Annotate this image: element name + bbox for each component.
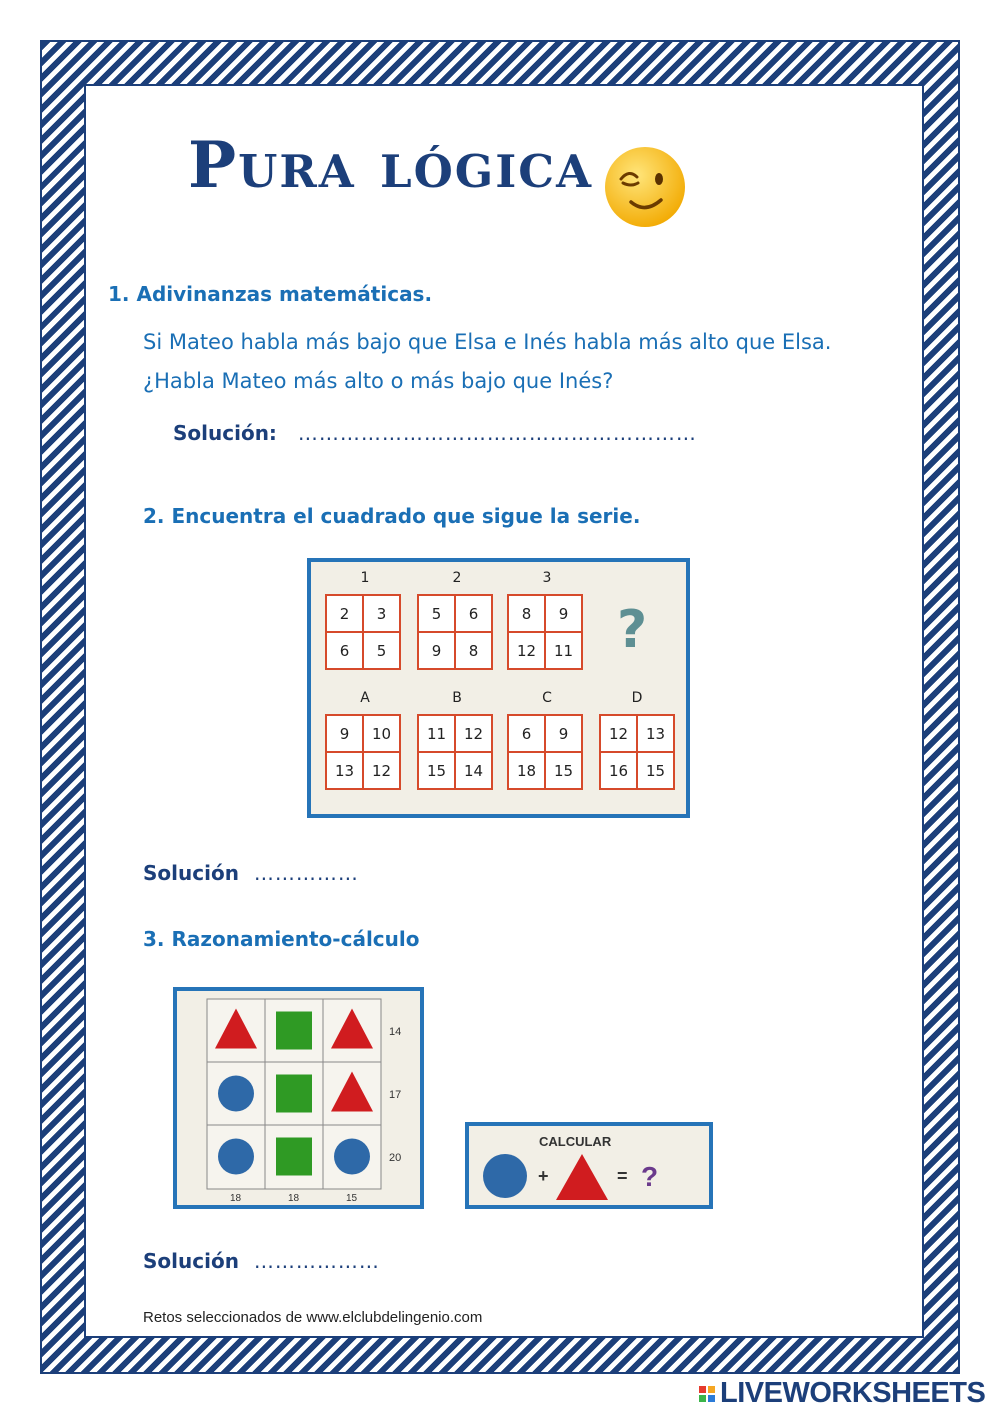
cell: 15: [545, 752, 582, 789]
calc-expression: [469, 1126, 709, 1205]
circle-shape: [334, 1139, 370, 1175]
q1-answer-blank[interactable]: …………………………………………………: [297, 421, 697, 445]
source-credit: Retos seleccionados de www.elclubdelingenio.com: [143, 1309, 483, 1326]
cell: 9: [545, 715, 582, 752]
calculate-panel: [465, 1122, 713, 1209]
page-title: Pura lógica: [188, 128, 594, 203]
series-question-mark: ?: [617, 600, 648, 660]
q1-solution-label: Solución:: [173, 421, 277, 445]
circle-shape: [218, 1139, 254, 1175]
cell: 12: [363, 752, 400, 789]
series-puzzle-panel: [307, 558, 690, 818]
cell: 13: [637, 715, 674, 752]
col-sum: 18: [230, 1193, 242, 1204]
series-square-1: [325, 594, 401, 670]
cell: 11: [418, 715, 455, 752]
circle-shape: [218, 1076, 254, 1112]
option-square-c: [507, 714, 583, 790]
q1-solution: [173, 421, 697, 445]
option-square-d: [599, 714, 675, 790]
option-square-b: [417, 714, 493, 790]
cell: 9: [418, 632, 455, 669]
q1-line-1: Si Mateo habla más bajo que Elsa e Inés habla más alto que Elsa.: [143, 330, 832, 354]
shape-grid: [177, 991, 420, 1205]
option-label: D: [631, 690, 643, 706]
series-square-3: [507, 594, 583, 670]
brand-text: LIVEWORKSHEETS: [720, 1377, 986, 1409]
plus-sign: +: [538, 1166, 549, 1186]
circle-shape: [483, 1154, 527, 1198]
cell: 6: [508, 715, 545, 752]
option-square-a: [325, 714, 401, 790]
cell: 15: [418, 752, 455, 789]
col-sum: 15: [346, 1193, 358, 1204]
winking-face-icon: [603, 145, 687, 229]
row-sum: 17: [389, 1089, 402, 1101]
q2-answer-blank[interactable]: ……………: [253, 861, 359, 885]
cell: 10: [363, 715, 400, 752]
calc-label: CALCULAR: [539, 1134, 612, 1149]
cell: 12: [508, 632, 545, 669]
series-label: 3: [542, 570, 552, 586]
cell: 11: [545, 632, 582, 669]
q3-solution: [143, 1249, 380, 1273]
square-shape: [276, 1075, 312, 1113]
cell: 14: [455, 752, 492, 789]
equals-sign: =: [617, 1166, 628, 1186]
col-sum: 18: [288, 1193, 300, 1204]
cell: 8: [455, 632, 492, 669]
series-label: 2: [452, 570, 462, 586]
cell: 18: [508, 752, 545, 789]
row-sum: 14: [389, 1026, 402, 1038]
cell: 9: [326, 715, 363, 752]
cell: 2: [326, 595, 363, 632]
cell: 6: [455, 595, 492, 632]
square-shape: [276, 1012, 312, 1050]
cell: 3: [363, 595, 400, 632]
shape-logic-panel: [173, 987, 424, 1209]
calc-question-mark: ?: [641, 1161, 659, 1192]
liveworksheets-logo[interactable]: [698, 1377, 985, 1410]
cell: 5: [363, 632, 400, 669]
cell: 16: [600, 752, 637, 789]
series-square-2: [417, 594, 493, 670]
series-label: 1: [360, 570, 370, 586]
cell: 8: [508, 595, 545, 632]
q2-heading: 2. Encuentra el cuadrado que sigue la serie.: [143, 504, 641, 528]
q3-solution-label: Solución: [143, 1249, 239, 1273]
cell: 12: [600, 715, 637, 752]
triangle-shape: [556, 1154, 608, 1200]
q2-solution-label: Solución: [143, 861, 239, 885]
option-label: A: [360, 690, 370, 706]
cell: 6: [326, 632, 363, 669]
q2-solution: [143, 861, 359, 885]
q1-line-2: ¿Habla Mateo más alto o más bajo que Inés?: [143, 369, 614, 393]
cell: 13: [326, 752, 363, 789]
q3-answer-blank[interactable]: ………………: [253, 1249, 380, 1273]
option-label: C: [542, 690, 552, 706]
option-label: B: [452, 690, 462, 706]
q1-heading: 1. Adivinanzas matemáticas.: [108, 282, 433, 306]
q3-heading: 3. Razonamiento-cálculo: [143, 927, 420, 951]
logo-badge-icon: [698, 1385, 720, 1403]
row-sum: 20: [389, 1152, 402, 1164]
cell: 15: [637, 752, 674, 789]
square-shape: [276, 1138, 312, 1176]
cell: 5: [418, 595, 455, 632]
cell: 9: [545, 595, 582, 632]
cell: 12: [455, 715, 492, 752]
